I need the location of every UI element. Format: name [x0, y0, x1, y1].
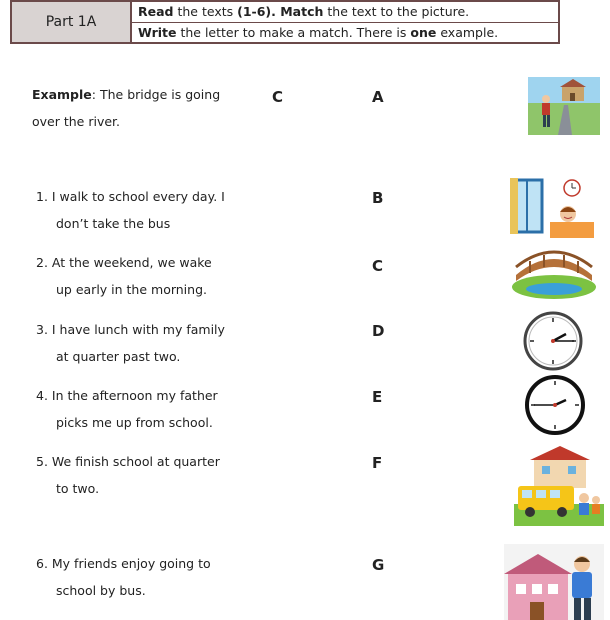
part-label: Part 1A: [12, 2, 132, 42]
instruction-bold: one: [410, 24, 437, 40]
instruction-line-2: [132, 22, 558, 43]
clock-quarter-to-two-picture: [524, 374, 586, 436]
item-3-line-1: 3. I have lunch with my family: [36, 322, 225, 337]
example-text-1: : The bridge is going: [91, 87, 221, 102]
instructions-header: [10, 0, 560, 44]
boy-walking-to-school-picture: [528, 77, 600, 135]
letter-d: D: [372, 322, 385, 340]
instruction-bold: (1-6). Match: [237, 4, 324, 20]
letter-a: A: [372, 88, 384, 106]
example-line-1: [32, 81, 220, 108]
letter-b: B: [372, 189, 384, 207]
school-bus-picture: [514, 446, 604, 526]
item-4-line-1: 4. In the afternoon my father: [36, 388, 218, 403]
item-2-line-1: 2. At the weekend, we wake: [36, 255, 212, 270]
bridge-over-river-picture: [510, 245, 598, 301]
example-text: [32, 81, 220, 135]
instructions: [132, 2, 558, 42]
item-2: [36, 249, 212, 303]
instruction-text: the texts: [173, 4, 238, 20]
instruction-text: the letter to make a match. There is: [176, 24, 411, 40]
instruction-bold: Write: [138, 24, 177, 40]
instruction-line-1: [132, 2, 558, 22]
item-6: [36, 550, 211, 604]
item-5: [36, 448, 220, 502]
letter-c: C: [372, 257, 384, 275]
girl-waking-up-picture: [510, 178, 596, 240]
item-1: [36, 183, 225, 237]
letter-g: G: [372, 556, 385, 574]
item-1-line-1: 1. I walk to school every day. I: [36, 189, 225, 204]
example-label: Example: [32, 87, 92, 102]
item-4-line-2: picks me up from school.: [56, 415, 213, 430]
example-line-2: over the river.: [32, 114, 121, 129]
item-1-line-2: don’t take the bus: [56, 216, 171, 231]
item-3: [36, 316, 225, 370]
item-6-line-2: school by bus.: [56, 583, 146, 598]
item-6-line-1: 6. My friends enjoy going to: [36, 556, 211, 571]
item-5-line-2: to two.: [56, 481, 100, 496]
letter-e: E: [372, 388, 383, 406]
letter-f: F: [372, 454, 383, 472]
example-answer: C: [272, 88, 284, 106]
instruction-bold: Read: [138, 4, 174, 20]
father-at-school-picture: [504, 544, 604, 620]
instruction-text: example.: [436, 24, 499, 40]
item-2-line-2: up early in the morning.: [56, 282, 207, 297]
clock-quarter-past-two-picture: [522, 310, 584, 372]
item-5-line-1: 5. We finish school at quarter: [36, 454, 220, 469]
item-3-line-2: at quarter past two.: [56, 349, 181, 364]
item-4: [36, 382, 218, 436]
instruction-text: the text to the picture.: [323, 4, 470, 20]
